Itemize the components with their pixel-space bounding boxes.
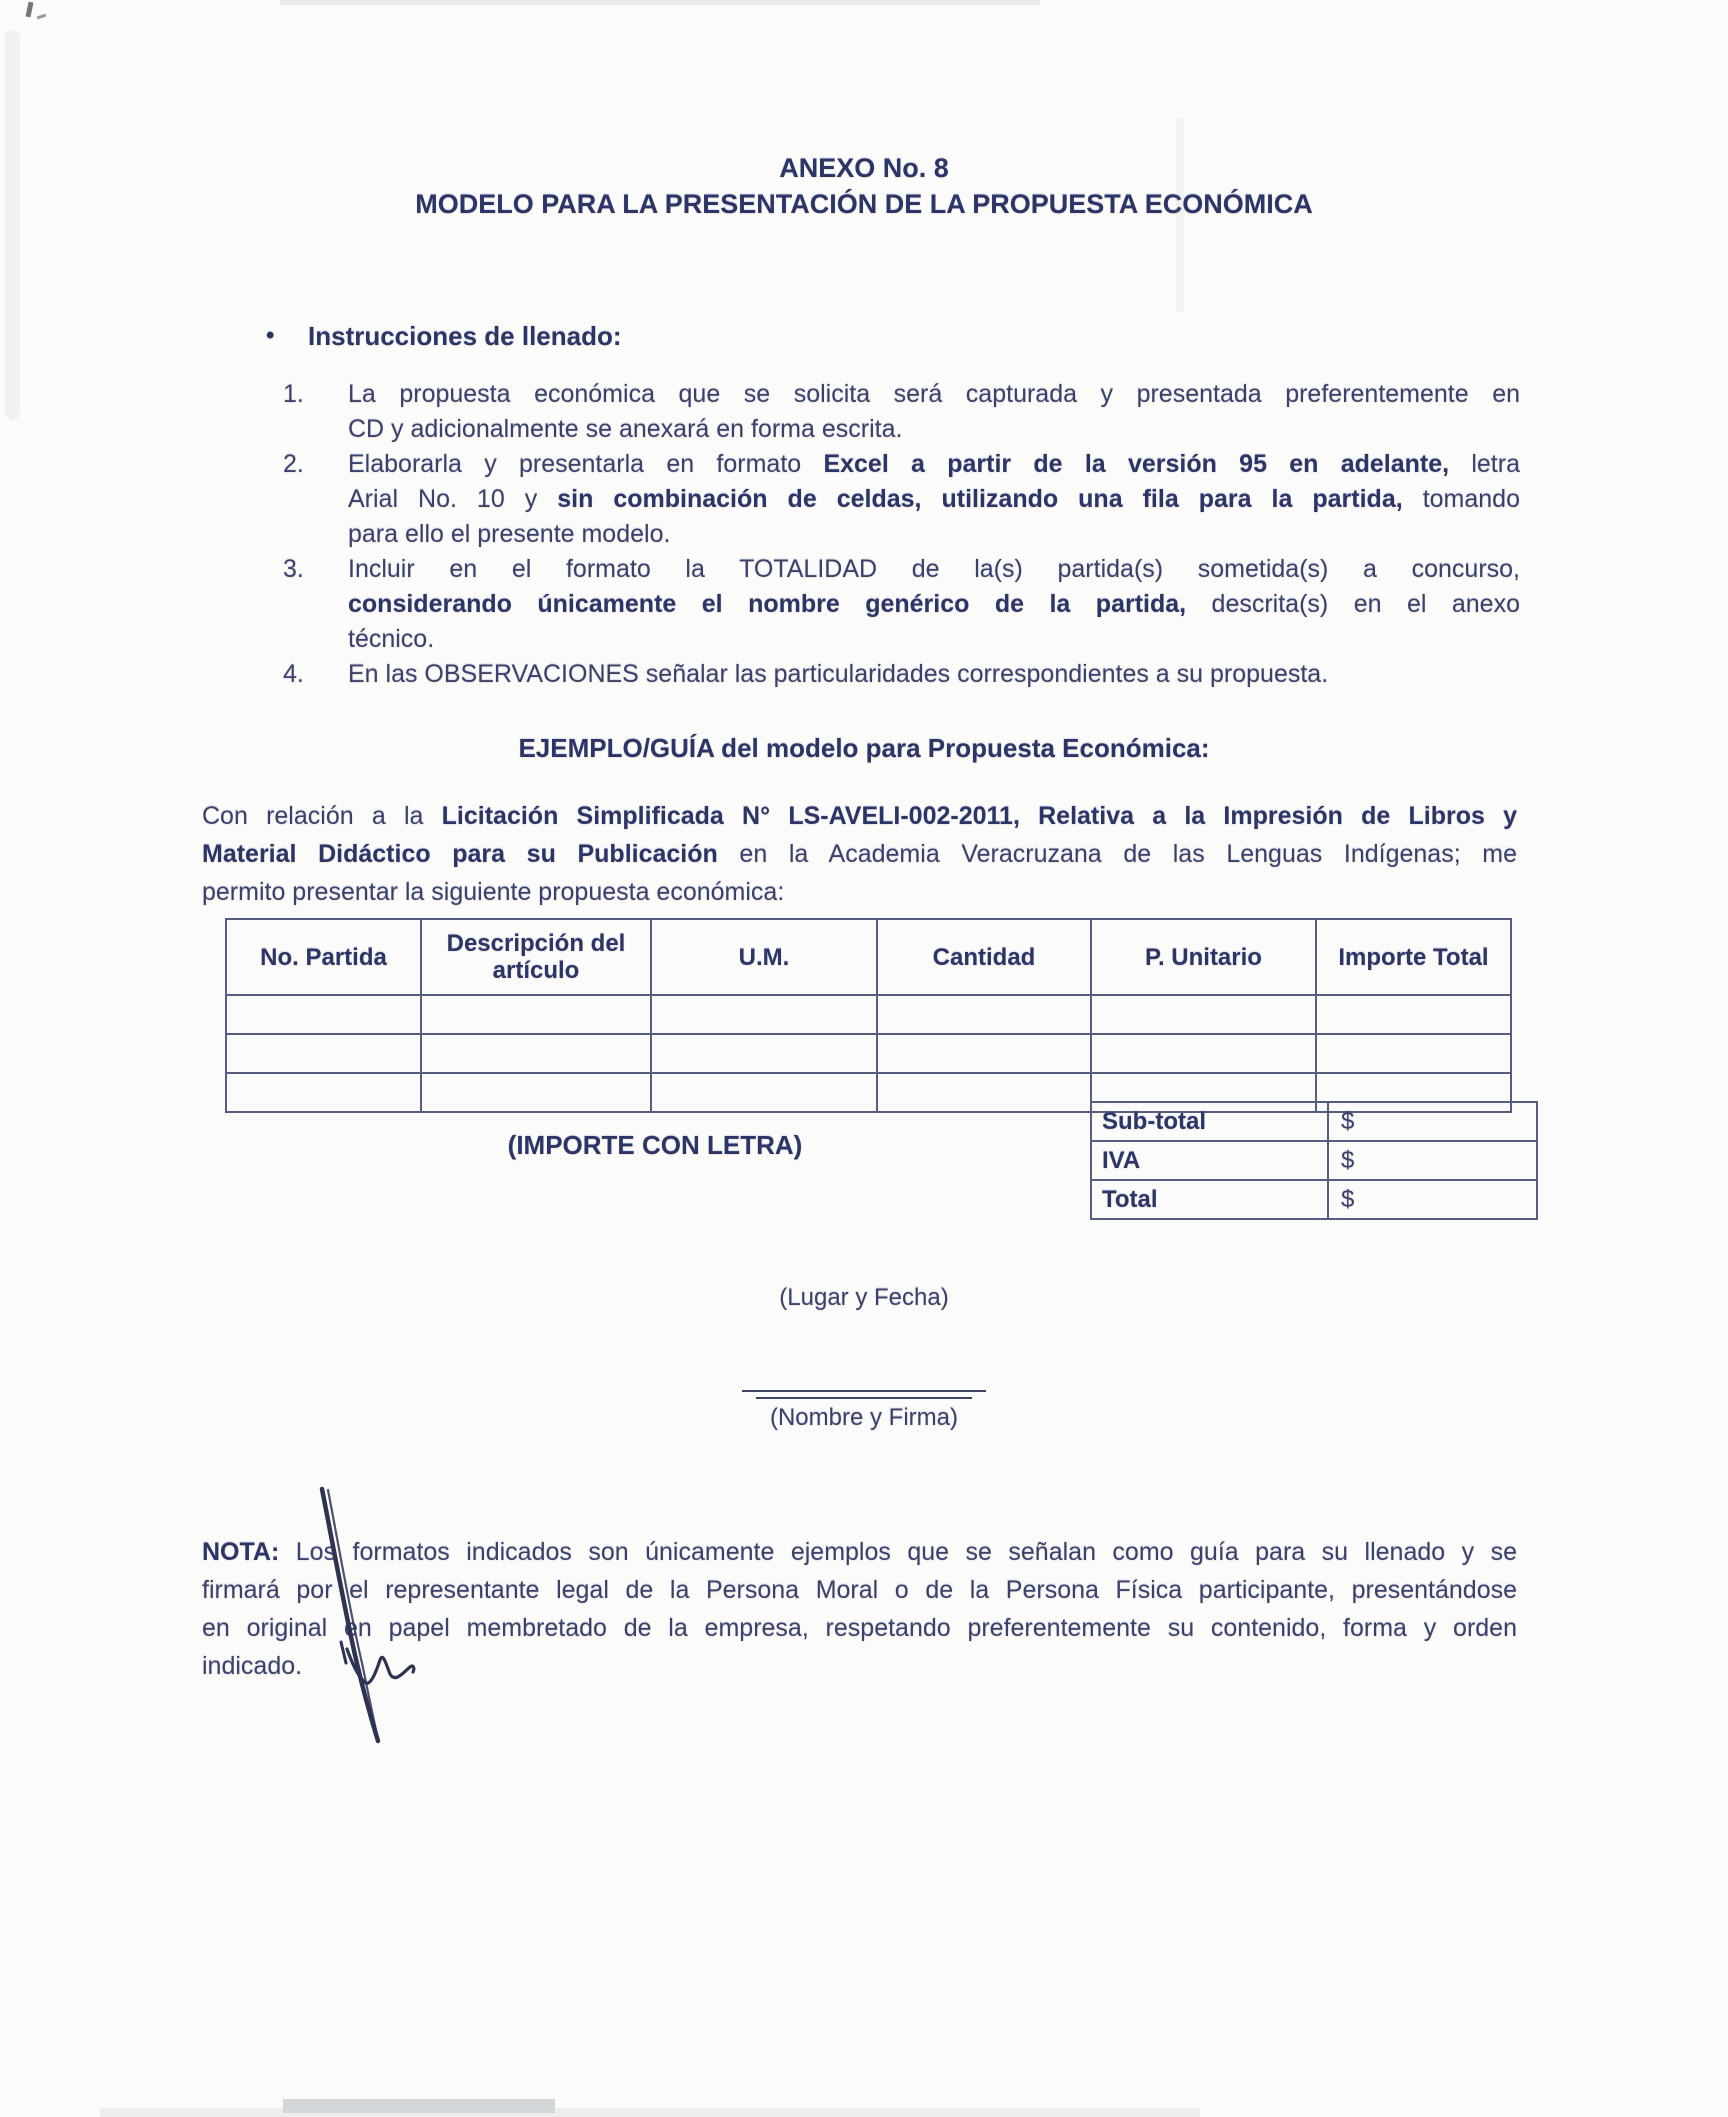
text-run: descrita(s) en el anexo [1186, 590, 1520, 618]
instructions-list [283, 377, 1520, 692]
text-line [202, 1533, 1517, 1571]
column-header: Cantidad [877, 919, 1091, 995]
column-header: P. Unitario [1091, 919, 1316, 995]
empty-cell [1091, 1034, 1316, 1073]
text-line [348, 412, 1520, 447]
total-row-value: $ [1328, 1102, 1537, 1141]
text-line [348, 587, 1520, 622]
page-subtitle: MODELO PARA LA PRESENTACIÓN DE LA PROPUESTA ECONÓMICA [415, 189, 1313, 219]
document-title-block [0, 150, 1728, 222]
text-run: Los formatos indicados son únicamente ejemplos que se señalan como guía para su llenado y se [279, 1538, 1517, 1566]
page-title: ANEXO No. 8 [779, 153, 949, 183]
text-run: letra [1449, 450, 1520, 478]
text-line [348, 552, 1520, 587]
instruction-item [283, 552, 1520, 657]
text-line [202, 1647, 1517, 1685]
item-number: 2. [283, 450, 304, 478]
empty-cell [1091, 995, 1316, 1034]
text-run: Incluir en el formato la TOTALIDAD de la(s) partida(s) sometida(s) a concurso, [348, 555, 1520, 583]
item-number: 1. [283, 380, 304, 408]
text-run: Arial No. 10 y [348, 485, 558, 513]
scan-artifact [37, 14, 46, 20]
bold-text-run: Licitación Simplificada N° LS-AVELI-002-2011, Relativa a la Impresión de Libros y [441, 802, 1518, 830]
instruction-item [283, 447, 1520, 552]
total-row-value: $ [1328, 1180, 1537, 1219]
text-line [348, 622, 1520, 657]
nota-paragraph [202, 1533, 1517, 1685]
text-run: en la Academia Veracruzana de las Lenguas Indígenas; me [717, 840, 1517, 868]
totals-table [1090, 1101, 1538, 1220]
empty-cell [226, 995, 421, 1034]
text-line [202, 835, 1517, 873]
scan-artifact [283, 2099, 555, 2113]
text-line [202, 873, 1517, 911]
example-heading: EJEMPLO/GUÍA del modelo para Propuesta Económica: [518, 733, 1210, 763]
empty-cell [877, 1034, 1091, 1073]
instruction-item [283, 657, 1520, 692]
bold-text-run: Excel a partir de la versión 95 en adelante, [823, 450, 1450, 478]
total-row-label: IVA [1091, 1141, 1328, 1180]
total-row-label: Total [1091, 1180, 1328, 1219]
empty-cell [877, 1073, 1091, 1112]
total-row [1091, 1102, 1537, 1141]
bold-text-run: Material Didáctico para su Publicación [202, 840, 718, 868]
text-line [202, 797, 1517, 835]
table-row [226, 1034, 1511, 1073]
text-line [348, 657, 1520, 692]
text-run: tomando [1402, 485, 1520, 513]
text-run: en original en papel membretado de la empresa, respetando preferentemente su contenido, forma y orden [202, 1614, 1517, 1642]
empty-cell [651, 995, 877, 1034]
text-run: CD y adicionalmente se anexará en forma escrita. [348, 415, 903, 443]
total-row [1091, 1141, 1537, 1180]
importe-con-letra-label: (IMPORTE CON LETRA) [507, 1130, 803, 1160]
scan-artifact [280, 0, 1040, 5]
proposal-table [225, 918, 1512, 1113]
empty-cell [421, 995, 651, 1034]
empty-cell [651, 1034, 877, 1073]
text-run: La propuesta económica que se solicita será capturada y presentada preferentemente en [348, 380, 1520, 408]
text-line [202, 1609, 1517, 1647]
nombre-firma-block [0, 1390, 1728, 1432]
lugar-fecha-label: (Lugar y Fecha) [779, 1284, 949, 1311]
column-header: Descripción del artículo [421, 919, 651, 995]
text-line [348, 517, 1520, 552]
bullet-icon: • [266, 322, 275, 349]
signature-line [742, 1390, 986, 1432]
instructions-heading-label: Instrucciones de llenado: [308, 321, 622, 351]
item-number: 4. [283, 660, 304, 688]
text-run: indicado. [202, 1652, 303, 1680]
text-run: Elaborarla y presentarla en formato [348, 450, 824, 478]
empty-cell [877, 995, 1091, 1034]
text-run: para ello el presente modelo. [348, 520, 671, 548]
table-header-row [226, 919, 1511, 995]
empty-cell [421, 1073, 651, 1112]
text-line [348, 447, 1520, 482]
column-header: Importe Total [1316, 919, 1511, 995]
column-header: U.M. [651, 919, 877, 995]
nombre-firma-label: (Nombre y Firma) [756, 1397, 972, 1432]
total-row-label: Sub-total [1091, 1102, 1328, 1141]
empty-cell [1316, 1034, 1511, 1073]
text-line [348, 377, 1520, 412]
instruction-item [283, 377, 1520, 447]
bold-text-run: considerando únicamente el nombre genérico de la partida, [348, 590, 1187, 618]
text-run: técnico. [348, 625, 435, 653]
total-row-value: $ [1328, 1141, 1537, 1180]
bold-text-run: NOTA: [202, 1538, 280, 1566]
table-row [226, 995, 1511, 1034]
scan-artifact [25, 2, 33, 18]
empty-cell [651, 1073, 877, 1112]
scan-artifact [100, 2108, 1200, 2117]
column-header: No. Partida [226, 919, 421, 995]
text-line [348, 482, 1520, 517]
instructions-heading [266, 321, 622, 352]
empty-cell [1316, 995, 1511, 1034]
intro-paragraph [202, 797, 1517, 911]
item-number: 3. [283, 555, 304, 583]
text-run: permito presentar la siguiente propuesta económica: [202, 878, 785, 906]
text-line [202, 1571, 1517, 1609]
empty-cell [226, 1034, 421, 1073]
empty-cell [226, 1073, 421, 1112]
text-run: En las OBSERVACIONES señalar las particularidades correspondientes a su propuesta. [348, 660, 1329, 688]
total-row [1091, 1180, 1537, 1219]
text-run: firmará por el representante legal de la Persona Moral o de la Persona Física participante, presentándose [202, 1576, 1517, 1604]
text-run: Con relación a la [202, 802, 442, 830]
bold-text-run: sin combinación de celdas, utilizando una fila para la partida, [557, 485, 1403, 513]
empty-cell [421, 1034, 651, 1073]
scan-artifact [5, 30, 20, 420]
